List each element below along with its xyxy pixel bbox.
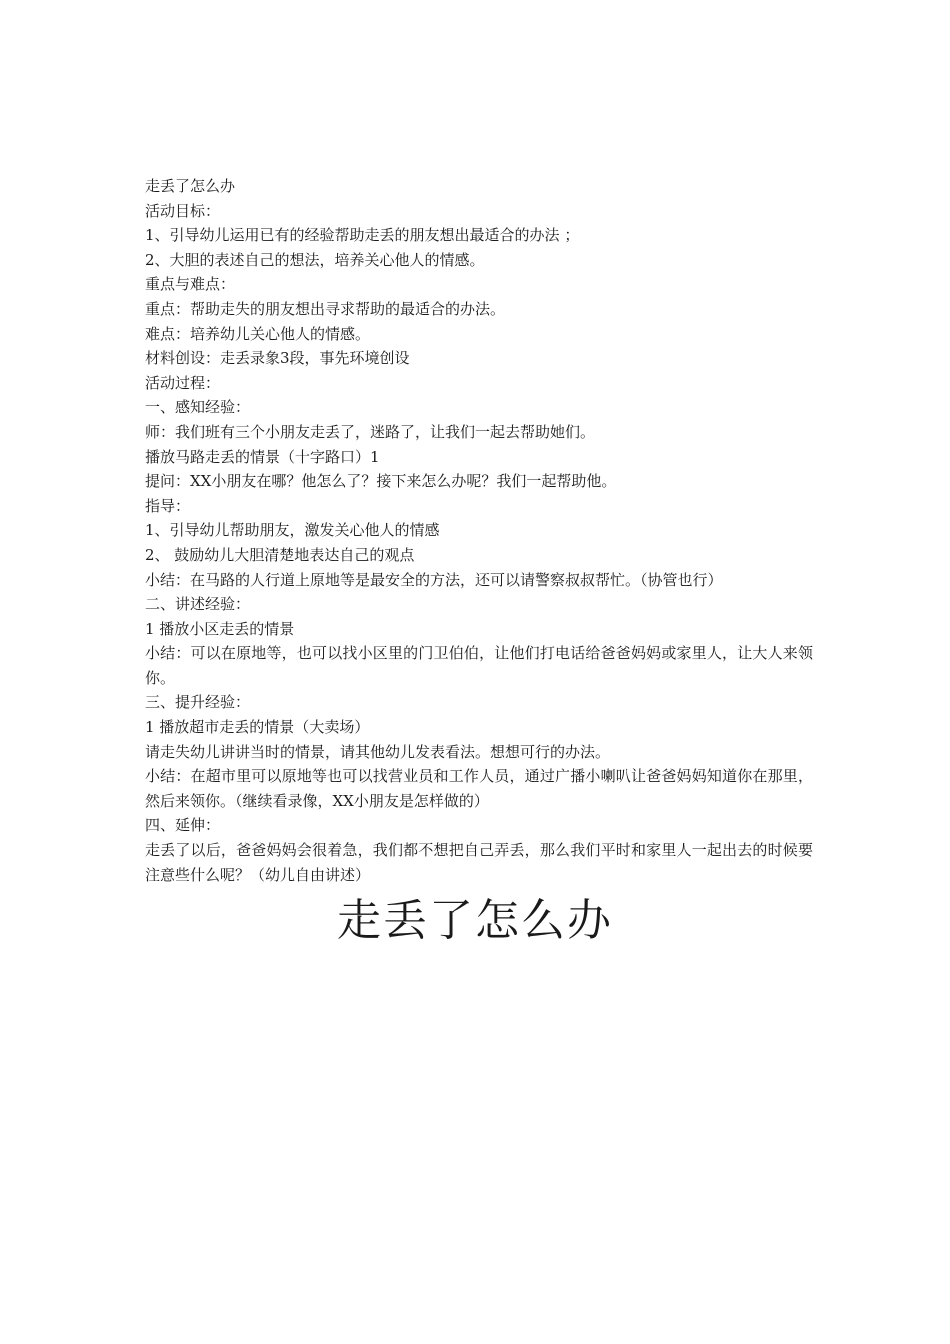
step-heading-3: 三、提升经验： [145,693,251,712]
key-point: 重点：帮助走失的朋友想出寻求帮助的最适合的办法。 [145,299,506,318]
materials: 材料创设：走丢录象3段，事先环境创设 [145,349,410,368]
goal-item-2: 2、大胆的表述自己的想法，培养关心他人的情感。 [145,250,485,269]
difficulty-point: 难点：培养幼儿关心他人的情感。 [145,324,371,343]
document-body [145,174,813,887]
summary: 小结：在超市里可以原地等也可以找营业员和工作人员，通过广播小喇叭让爸爸妈妈知道你在那里，然后来领你。（继续看录像，XX小朋友是怎样做的） [145,767,813,810]
guidance-item-2: 2、 鼓励幼儿大胆清楚地表达自己的观点 [145,545,415,564]
section-heading-key-points: 重点与难点： [145,275,236,294]
doc-title: 走丢了怎么办 [145,177,236,195]
step-heading-2: 二、讲述经验： [145,595,251,614]
paragraph: 1 播放小区走丢的情景 [145,619,295,638]
summary: 小结：可以在原地等，也可以找小区里的门卫伯伯，让他们打电话给爸爸妈妈或家里人，让大人来领你。 [145,644,813,687]
paragraph: 走丢了以后，爸爸妈妈会很着急，我们都不想把自己弄丢，那么我们平时和家里人一起出去的时候要注意些什么呢？（幼儿自由讲述） [145,841,813,884]
paragraph: 1 播放超市走丢的情景（大卖场） [145,718,370,737]
guidance-heading: 指导： [145,496,191,515]
section-heading-process: 活动过程： [145,373,221,392]
paragraph: 提问：XX小朋友在哪？他怎么了？接下来怎么办呢？我们一起帮助他。 [145,472,617,491]
guidance-item-1: 1、引导幼儿帮助朋友，激发关心他人的情感 [145,521,440,540]
summary: 小结：在马路的人行道上原地等是最安全的方法，还可以请警察叔叔帮忙。（协管也行） [145,570,723,589]
paragraph: 请走失幼儿讲讲当时的情景，请其他幼儿发表看法。想想可行的办法。 [145,742,611,761]
section-heading-goals: 活动目标： [145,201,221,220]
paragraph: 师：我们班有三个小朋友走丢了，迷路了，让我们一起去帮助她们。 [145,422,596,441]
step-heading-1: 一、感知经验： [145,398,251,417]
paragraph: 播放马路走丢的情景（十字路口）1 [145,447,380,466]
goal-item-1: 1、引导幼儿运用已有的经验帮助走丢的朋友想出最适合的办法 ； [145,226,580,245]
step-heading-4: 四、延伸： [145,816,221,835]
large-title: 走丢了怎么办 [337,895,613,946]
